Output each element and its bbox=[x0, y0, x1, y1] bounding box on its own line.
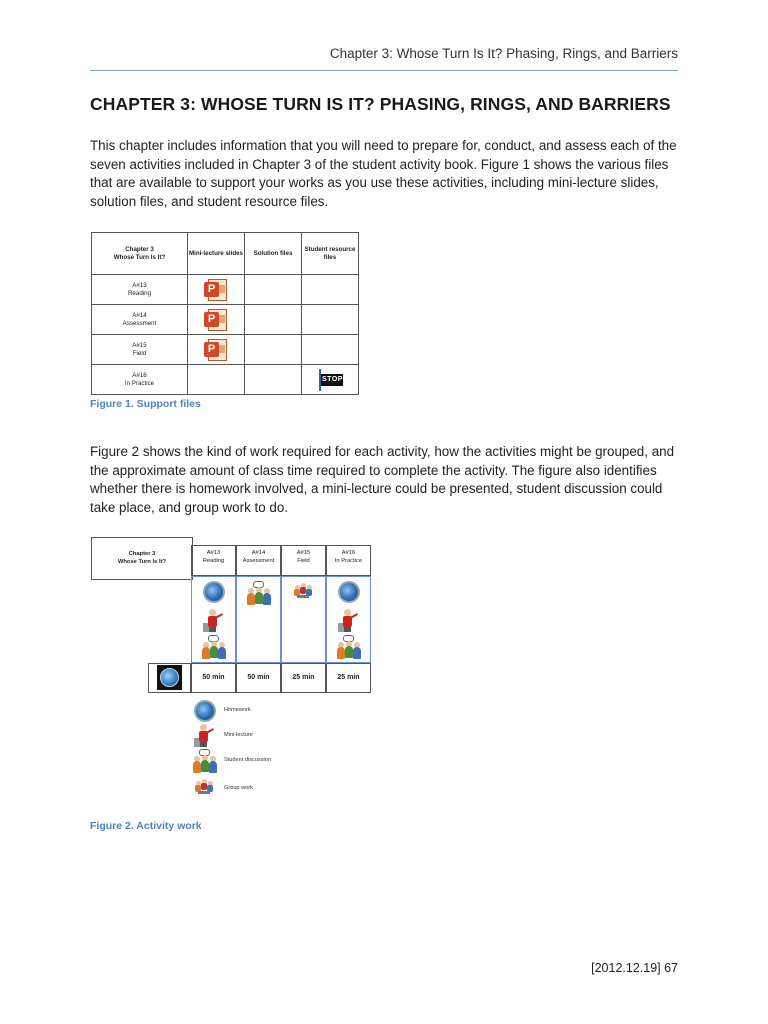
activity-name: Assessment bbox=[242, 557, 275, 564]
table-row bbox=[92, 335, 359, 365]
solution-cell bbox=[245, 365, 302, 395]
mini-lecture-cell bbox=[188, 305, 245, 335]
powerpoint-file-icon[interactable]: P bbox=[204, 309, 228, 331]
table-corner-cell bbox=[92, 233, 188, 275]
activity-cell bbox=[92, 335, 188, 365]
figure2-caption: Figure 2. Activity work bbox=[90, 820, 202, 832]
activity-code: A#15 bbox=[132, 341, 147, 349]
intro-paragraph: This chapter includes information that you will need to prepare for, conduct, and assess each of the seven activities included in Chapter 3 of the student activity book. Figure 1 shows the various files that are available to support your works as you use these activities, including mini-lecture slides, solution files, and student resource files. bbox=[90, 138, 677, 209]
solution-cell bbox=[245, 305, 302, 335]
clock-icon bbox=[157, 665, 182, 690]
header-rule bbox=[90, 70, 678, 71]
homework-icon bbox=[194, 700, 216, 722]
activity-code: A#14 bbox=[251, 550, 266, 556]
mini-lecture-icon bbox=[338, 609, 360, 632]
time-a13: 50 min bbox=[191, 663, 236, 693]
student-resource-cell bbox=[302, 305, 359, 335]
activity-cell bbox=[92, 275, 188, 305]
group-work-icon bbox=[194, 779, 216, 797]
activity-icons-a14 bbox=[236, 576, 281, 663]
activity-icons-a15 bbox=[281, 576, 326, 663]
book-file-icon[interactable] bbox=[317, 369, 343, 391]
activity-name: Reading bbox=[127, 289, 152, 297]
activity-name: Reading bbox=[202, 557, 225, 564]
student-discussion-icon bbox=[246, 581, 272, 605]
activity-code: A#13 bbox=[206, 550, 221, 556]
table-row bbox=[92, 365, 359, 395]
corner-title: Chapter 3 bbox=[128, 551, 156, 557]
mini-lecture-icon bbox=[203, 609, 225, 632]
powerpoint-file-icon[interactable]: P bbox=[204, 279, 228, 301]
student-resource-cell bbox=[302, 275, 359, 305]
page-footer: [2012.12.19] 67 bbox=[591, 961, 678, 975]
table-row bbox=[92, 305, 359, 335]
activity-name: In Practice bbox=[334, 557, 363, 564]
time-a15: 25 min bbox=[281, 663, 326, 693]
figure2-corner-cell bbox=[91, 537, 193, 580]
activity-name: Assessment bbox=[122, 319, 157, 327]
corner-subtitle: Whose Turn Is It? bbox=[113, 253, 166, 261]
solution-cell bbox=[245, 335, 302, 365]
activity-cell bbox=[92, 365, 188, 395]
column-header-solution: Solution files bbox=[245, 233, 302, 275]
solution-cell bbox=[245, 275, 302, 305]
running-header: Chapter 3: Whose Turn Is It? Phasing, Rings, and Barriers bbox=[329, 46, 678, 61]
activity-code: A#15 bbox=[296, 550, 311, 556]
activity-header-a13 bbox=[191, 545, 236, 576]
mini-lecture-cell bbox=[188, 335, 245, 365]
legend-group-work-label: Group work bbox=[224, 785, 253, 791]
legend-homework-label: Homework bbox=[224, 707, 251, 713]
activity-header-a14 bbox=[236, 545, 281, 576]
group-work-icon bbox=[293, 583, 315, 601]
student-discussion-icon bbox=[201, 635, 227, 659]
activity-header-a16 bbox=[326, 545, 371, 576]
table-row bbox=[92, 275, 359, 305]
student-resource-cell bbox=[302, 365, 359, 395]
table-header-row bbox=[92, 233, 359, 275]
time-a14: 50 min bbox=[236, 663, 281, 693]
activity-code: A#16 bbox=[132, 371, 147, 379]
activity-code: A#14 bbox=[132, 311, 147, 319]
activity-code: A#13 bbox=[132, 281, 147, 289]
book-icon-text: STOP bbox=[322, 375, 343, 383]
homework-icon bbox=[338, 581, 360, 603]
activity-code: A#16 bbox=[341, 550, 356, 556]
activity-icons-a16 bbox=[326, 576, 371, 663]
second-paragraph: Figure 2 shows the kind of work required for each activity, how the activities might be grouped, and the approximate amount of class time required to complete the activity. The figure also identifies whether there is homework involved, a mini-lecture could be presented, student discussion could take place, and group work to do. bbox=[90, 444, 675, 515]
powerpoint-file-icon[interactable]: P bbox=[204, 339, 228, 361]
activity-header-a15 bbox=[281, 545, 326, 576]
figure1-caption: Figure 1. Support files bbox=[90, 398, 201, 410]
activity-name: Field bbox=[132, 349, 147, 357]
activity-cell bbox=[92, 305, 188, 335]
activity-icons-a13 bbox=[191, 576, 236, 663]
student-discussion-icon bbox=[336, 635, 362, 659]
corner-subtitle: Whose Turn Is It? bbox=[117, 558, 167, 565]
time-a16: 25 min bbox=[326, 663, 371, 693]
mini-lecture-cell bbox=[188, 365, 245, 395]
homework-icon bbox=[203, 581, 225, 603]
chapter-title: CHAPTER 3: WHOSE TURN IS IT? PHASING, RINGS, AND BARRIERS bbox=[90, 94, 671, 114]
legend-student-discussion-label: Student discussion bbox=[224, 757, 271, 763]
activity-name: In Practice bbox=[124, 379, 155, 387]
student-resource-cell bbox=[302, 335, 359, 365]
legend-mini-lecture-label: Mini-lecture bbox=[224, 732, 253, 738]
support-files-table bbox=[91, 232, 359, 395]
column-header-mini-lecture: Mini-lecture slides bbox=[188, 233, 245, 275]
mini-lecture-icon bbox=[194, 724, 216, 747]
student-discussion-icon bbox=[192, 749, 218, 773]
mini-lecture-cell bbox=[188, 275, 245, 305]
activity-name: Field bbox=[297, 557, 310, 564]
column-header-student-resource: Student resource files bbox=[302, 233, 359, 275]
corner-title: Chapter 3 bbox=[125, 245, 154, 253]
